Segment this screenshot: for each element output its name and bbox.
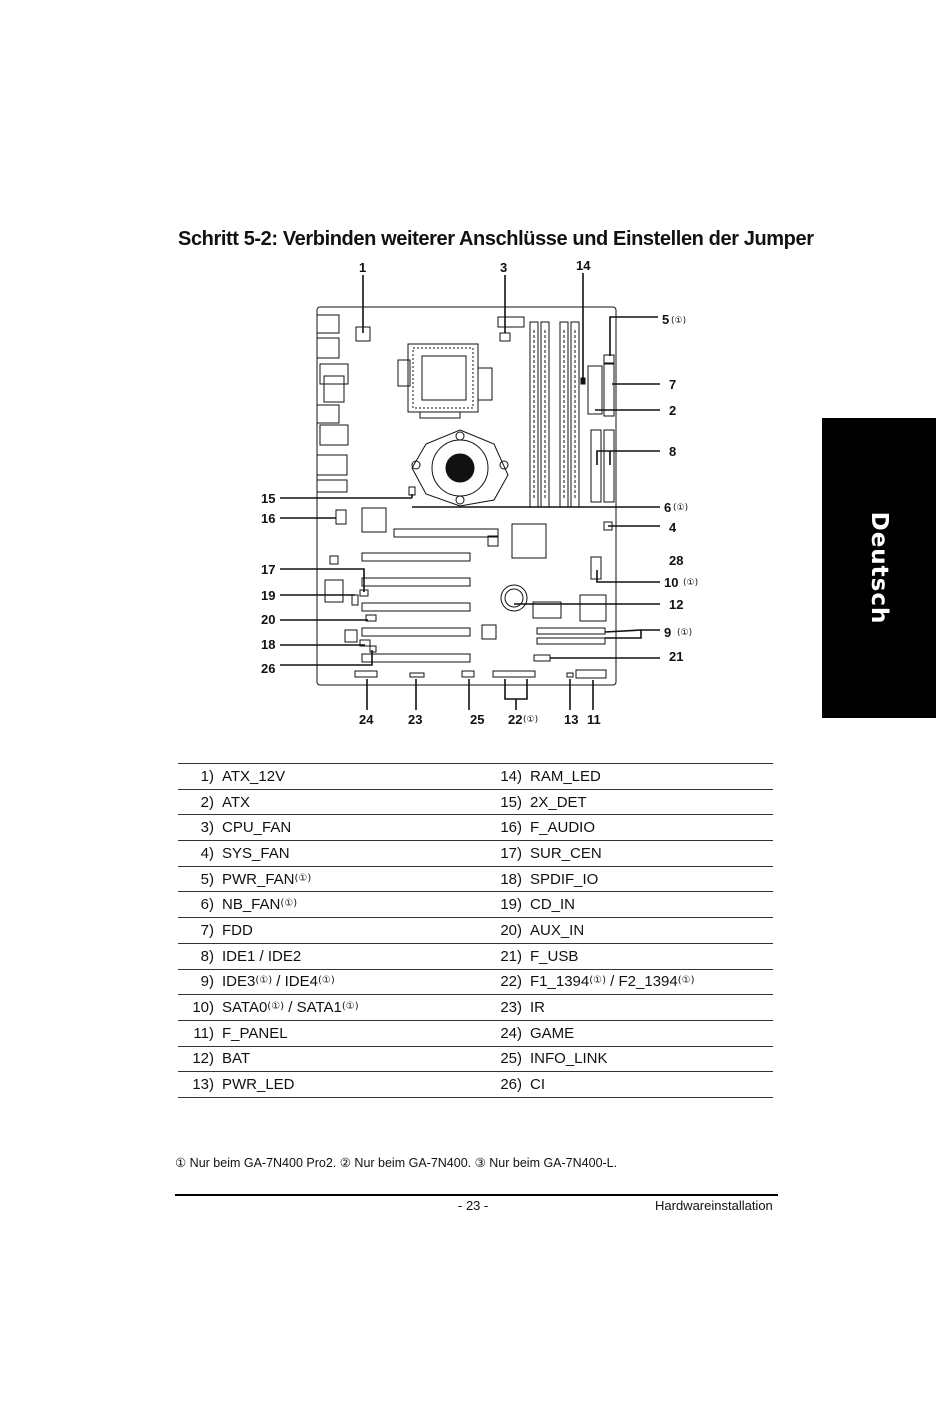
connector-name: [222, 841, 472, 867]
connector-text: 2X_DET: [530, 793, 587, 811]
connector-text: 13): [192, 1076, 214, 1094]
callout-4: 4: [669, 520, 677, 535]
callout-2: 2: [669, 403, 677, 418]
connector-number: [472, 969, 530, 995]
section-title: Hardwareinstallation: [655, 1198, 773, 1213]
connector-text: 7): [200, 921, 214, 939]
chipset: [512, 524, 546, 558]
callout-5: 5: [662, 312, 670, 327]
ci-header: [370, 646, 376, 652]
callout-3: 3: [500, 260, 508, 275]
connector-name: [222, 918, 472, 944]
cpu-socket: [398, 344, 492, 418]
page-heading: Schritt 5-2: Verbinden weiterer Anschlüsse und Einstellen der Jumper: [178, 228, 814, 250]
connector-text: SATA0: [222, 999, 268, 1017]
connector-number: [178, 1072, 222, 1098]
callout-22-mark: (①): [523, 715, 539, 725]
callout-12: 12: [669, 597, 684, 612]
back-panel-io: [317, 315, 348, 492]
connector-name: [530, 943, 773, 969]
connector-text: CI: [530, 1076, 545, 1094]
connector-name: [530, 995, 773, 1021]
footnote: ① Nur beim GA-7N400 Pro2. ② Nur beim GA-7N400. ③ Nur beim GA-7N400-L.: [175, 1156, 618, 1170]
page-number: - 23 -: [458, 1198, 489, 1213]
northbridge-fan: [412, 430, 508, 506]
connector-text: ATX: [222, 793, 251, 811]
connector-name: [530, 1020, 773, 1046]
sata-connectors: [591, 557, 601, 579]
cpu-fan-header: [500, 333, 510, 341]
connector-text: PWR_LED: [222, 1076, 295, 1094]
connector-text: 23): [500, 999, 522, 1017]
footer-rule: [175, 1194, 778, 1196]
nb-fan-header: [409, 487, 415, 495]
connector-text: F_USB: [530, 947, 579, 965]
footnote-mark: (①): [677, 975, 695, 987]
connector-text: 12): [192, 1050, 214, 1068]
callout-20: 20: [261, 612, 276, 627]
connector-number: [472, 815, 530, 841]
connector-text: SUR_CEN: [530, 844, 602, 862]
connector-text: PWR_FAN: [222, 870, 295, 888]
connector-text: 1): [200, 767, 214, 785]
connector-name: [222, 764, 472, 790]
connector-name: [222, 815, 472, 841]
connector-text: GAME: [530, 1024, 575, 1042]
connector-text: 9): [200, 973, 214, 991]
info-link-header: [462, 671, 474, 677]
connector-name: [530, 866, 773, 892]
ide3-connector: [537, 628, 605, 634]
connector-row: [178, 1020, 773, 1046]
connector-text: F_PANEL: [222, 1024, 288, 1042]
connector-name: [530, 892, 773, 918]
connector-text: 20): [500, 921, 522, 939]
connector-text: CPU_FAN: [222, 819, 292, 837]
connector-text: IDE1 / IDE2: [222, 947, 302, 965]
connector-number: [472, 1046, 530, 1072]
agp-slot: [394, 529, 498, 537]
connector-name: [222, 1072, 472, 1098]
connector-number: [472, 789, 530, 815]
side-tab-label: Deutsch: [866, 511, 892, 625]
connector-number: [472, 866, 530, 892]
game-header: [355, 671, 377, 677]
connector-list: [178, 763, 773, 1098]
connector-text: ATX_12V: [222, 767, 286, 785]
connector-number: [472, 918, 530, 944]
connector-row: [178, 892, 773, 918]
cd-in-header: [352, 595, 358, 605]
connector-text: 14): [500, 767, 522, 785]
connector-text: 8): [200, 947, 214, 965]
ide1-connector: [591, 430, 601, 502]
callout-16: 16: [261, 511, 276, 526]
callout-25: 25: [470, 712, 485, 727]
pwr-led-header: [567, 673, 573, 677]
connector-name: [222, 943, 472, 969]
connector-text: BAT: [222, 1050, 251, 1068]
connector-text: 6): [200, 896, 214, 914]
connector-row: [178, 841, 773, 867]
callout-5-mark: (①): [671, 316, 687, 326]
connector-text: SYS_FAN: [222, 844, 290, 862]
connector-text: 15): [500, 793, 522, 811]
connector-text: RAM_LED: [530, 767, 601, 785]
atx-power-connector: [588, 366, 602, 414]
ide2-connector: [604, 430, 614, 502]
connector-name: [222, 969, 472, 995]
connector-name: [530, 918, 773, 944]
connector-text: 10): [192, 999, 214, 1017]
connector-number: [178, 841, 222, 867]
connector-number: [472, 943, 530, 969]
connector-text: 2): [200, 793, 214, 811]
connector-text: 19): [500, 896, 522, 914]
connector-text: 22): [500, 973, 522, 991]
connector-text: CD_IN: [530, 896, 576, 914]
connector-number: [178, 969, 222, 995]
callout-6-mark: (①): [673, 503, 689, 513]
connector-name: [222, 1020, 472, 1046]
connector-number: [472, 1072, 530, 1098]
connector-text: 11): [193, 1024, 214, 1042]
connector-text: SPDIF_IO: [530, 870, 599, 888]
callout-15: 15: [261, 491, 276, 506]
footnote-mark: (①): [341, 1001, 359, 1013]
pci-slots: [362, 553, 470, 662]
connector-number: [178, 995, 222, 1021]
connector-text: 4): [200, 844, 214, 862]
connector-text: 21): [500, 947, 522, 965]
connector-text: 5): [200, 870, 214, 888]
connector-name: [530, 815, 773, 841]
f-usb-header: [534, 655, 550, 661]
connector-number: [178, 943, 222, 969]
connector-text: 25): [500, 1050, 522, 1068]
connector-text: INFO_LINK: [530, 1050, 608, 1068]
callout-23: 23: [408, 712, 423, 727]
callout-9-mark: (①): [677, 628, 693, 638]
footnote-mark: (①): [255, 975, 273, 987]
connector-text: AUX_IN: [530, 921, 585, 939]
callout-24: 24: [359, 712, 374, 727]
callout-28: 28: [669, 553, 684, 568]
connector-name: [222, 866, 472, 892]
connector-number: [178, 764, 222, 790]
connector-name: [222, 1046, 472, 1072]
callout-6: 6: [664, 500, 672, 515]
connector-number: [472, 764, 530, 790]
connector-text: IR: [530, 999, 545, 1017]
connector-text: 26): [500, 1076, 522, 1094]
connector-number: [178, 1046, 222, 1072]
connector-text: 16): [500, 819, 522, 837]
connector-text: / IDE4: [272, 973, 318, 991]
callout-11: 11: [587, 712, 601, 727]
callout-22: 22: [508, 712, 523, 727]
connector-row: [178, 1072, 773, 1098]
connector-name: [530, 1072, 773, 1098]
connector-number: [178, 789, 222, 815]
callout-14: 14: [576, 258, 591, 273]
connector-text: FDD: [222, 921, 253, 939]
footnote-mark: (①): [318, 975, 335, 987]
connector-text: 17): [500, 844, 522, 862]
callout-26: 26: [261, 661, 276, 676]
connector-number: [178, 815, 222, 841]
connector-number: [178, 918, 222, 944]
connector-name: [530, 764, 773, 790]
connector-name: [530, 789, 773, 815]
dimm-slots: [530, 322, 579, 507]
callout-13: 13: [564, 712, 579, 727]
connector-number: [472, 1020, 530, 1046]
connector-name: [222, 892, 472, 918]
callout-10: 10: [664, 575, 679, 590]
connector-name: [222, 789, 472, 815]
connector-row: [178, 969, 773, 995]
connector-number: [472, 892, 530, 918]
connector-number: [178, 1020, 222, 1046]
connector-text: 24): [500, 1024, 522, 1042]
callout-7: 7: [669, 377, 677, 392]
connector-number: [472, 841, 530, 867]
callout-19: 19: [261, 588, 276, 603]
connector-row: [178, 866, 773, 892]
connector-text: IDE3: [222, 973, 256, 991]
ide4-connector: [537, 638, 605, 644]
connector-text: F_AUDIO: [530, 819, 596, 837]
callout-21: 21: [669, 649, 684, 664]
ir-header: [410, 673, 424, 677]
connector-row: [178, 918, 773, 944]
footnote-mark: (①): [294, 872, 312, 884]
connector-row: [178, 764, 773, 790]
callout-17: 17: [261, 562, 276, 577]
connector-row: [178, 789, 773, 815]
connector-row: [178, 943, 773, 969]
connector-name: [530, 841, 773, 867]
callout-9: 9: [664, 625, 672, 640]
connector-text: / SATA1: [284, 999, 342, 1017]
connector-name: [222, 995, 472, 1021]
connector-text: NB_FAN: [222, 896, 281, 914]
callout-10-mark: (①): [683, 578, 699, 588]
connector-name: [530, 969, 773, 995]
connector-number: [178, 866, 222, 892]
footnote-mark: (①): [280, 898, 298, 910]
connector-text: / F2_1394: [606, 973, 678, 991]
callout-1: 1: [359, 260, 367, 275]
connector-row: [178, 995, 773, 1021]
footnote-mark: (①): [589, 975, 606, 987]
f1394-header: [493, 671, 535, 677]
footnote-mark: (①): [267, 1001, 285, 1013]
connector-number: [178, 892, 222, 918]
fdd-connector: [604, 364, 614, 416]
f-panel-header: [576, 670, 606, 678]
connector-name: [530, 1046, 773, 1072]
connector-row: [178, 1046, 773, 1072]
connector-text: 3): [200, 819, 214, 837]
callout-8: 8: [669, 444, 677, 459]
connector-number: [472, 995, 530, 1021]
connector-text: F1_1394: [530, 973, 590, 991]
connector-row: [178, 815, 773, 841]
connector-text: 18): [500, 870, 522, 888]
callout-18: 18: [261, 637, 276, 652]
